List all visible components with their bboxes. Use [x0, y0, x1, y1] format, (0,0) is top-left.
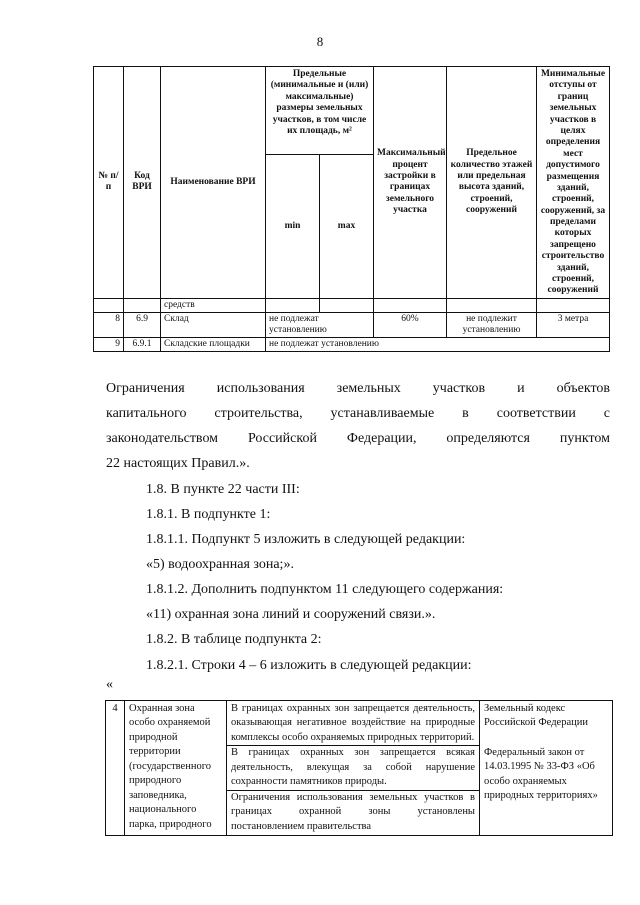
row-name: Склад — [161, 312, 266, 337]
row-name: Складские площадки — [161, 337, 266, 351]
header-floors: Предельное количество этажей или предельная высота зданий, строений, сооружений — [447, 67, 537, 299]
quote-open-mark: « — [106, 677, 113, 692]
zone-description-cell — [227, 701, 480, 836]
table-row — [94, 312, 610, 337]
header-sizes: Предельные (минимальные и (или) максимальные) размеры земельных участков, в том числе их площадь, м² — [266, 67, 374, 155]
row-code: 6.9.1 — [124, 337, 161, 351]
description-part: В границах охранных зон запрещается деятельность, оказывающая негативное воздействие на природные комплексы особо охраняемых природных территорий. — [231, 703, 475, 743]
paragraph-restrictions-line: Ограничения использования земельных участков и объектов — [106, 381, 610, 396]
description-part: В границах охранных зон запрещается всякая деятельность, влекущая за собой нарушение сохранности памятников природы. — [227, 745, 479, 789]
row-merged: не подлежат установлению — [266, 337, 610, 351]
zoning-parameters-table — [93, 66, 610, 352]
header-code: Код ВРИ — [124, 67, 161, 299]
row-num: 8 — [94, 312, 124, 337]
table-row — [106, 701, 613, 836]
paragraph-restrictions-line: законодательством Российской Федерации, определяются пунктом — [106, 431, 610, 446]
paragraph-1-8-2: 1.8.2. В таблице подпункта 2: — [146, 632, 322, 647]
header-max: max — [320, 154, 374, 298]
row-sizes: не подлежат установлению — [266, 312, 374, 337]
header-name: Наименование ВРИ — [161, 67, 266, 299]
row-floors: не подлежит установлению — [447, 312, 537, 337]
header-max-percent: Максимальный процент застройки в границах земельного участка — [374, 67, 447, 299]
table-row — [94, 298, 610, 312]
row-max-percent: 60% — [374, 312, 447, 337]
protected-zones-table — [105, 700, 613, 836]
legal-basis-item: Федеральный закон от 14.03.1995 № 33-ФЗ «Об особо охраняемых природных территориях» — [484, 746, 598, 802]
paragraph-restrictions-line: капитального строительства, устанавливаемые в соответствии с — [106, 406, 610, 421]
header-setbacks: Минимальные отступы от границ земельных участков в целях определения мест допустимого размещения зданий, строений, сооружений, за пределами которых запрещено строительство зданий, строений, сооружений — [537, 67, 610, 299]
page-number: 8 — [316, 34, 324, 49]
row-num: 9 — [94, 337, 124, 351]
header-num: № п/п — [94, 67, 124, 299]
row-code: 6.9 — [124, 312, 161, 337]
paragraph-1-8-2-1: 1.8.2.1. Строки 4 – 6 изложить в следующей редакции: — [146, 658, 472, 673]
row-num: 4 — [106, 701, 125, 836]
paragraph-subitem-11: «11) охранная зона линий и сооружений связи.». — [146, 607, 436, 622]
zone-name-cell: Охранная зона особо охраняемой природной территории (государственного природного заповедника, национального парка, природного — [125, 701, 227, 836]
paragraph-restrictions-line: 22 настоящих Правил.». — [106, 456, 250, 471]
description-part: Ограничения использования земельных участков в границах охранной зоны установлены постановлением правительства — [227, 790, 479, 834]
paragraph-1-8: 1.8. В пункте 22 части III: — [146, 482, 300, 497]
table-row — [94, 337, 610, 351]
paragraph-subitem-5: «5) водоохранная зона;». — [146, 557, 294, 572]
paragraph-1-8-1-2: 1.8.1.2. Дополнить подпунктом 11 следующего содержания: — [146, 582, 504, 597]
row-setbacks: 3 метра — [537, 312, 610, 337]
legal-basis-cell — [480, 701, 613, 836]
continuation-cell: средств — [161, 298, 266, 312]
header-min: min — [266, 154, 320, 298]
paragraph-1-8-1-1: 1.8.1.1. Подпункт 5 изложить в следующей редакции: — [146, 532, 466, 547]
legal-basis-item: Земельный кодекс Российской Федерации — [484, 703, 588, 729]
paragraph-1-8-1: 1.8.1. В подпункте 1: — [146, 507, 271, 522]
